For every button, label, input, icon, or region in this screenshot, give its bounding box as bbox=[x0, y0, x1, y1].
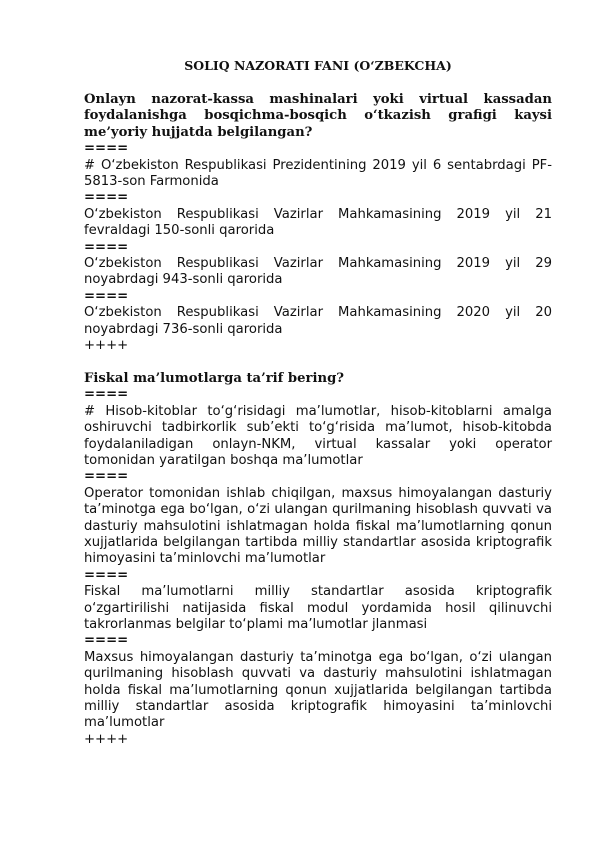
separator: ==== bbox=[84, 141, 129, 157]
separator: ==== bbox=[84, 190, 129, 206]
document-page bbox=[84, 58, 552, 748]
answer-option: Maxsus himoyalangan dasturiy ta’minotga ega bo‘lgan, o‘zi ulangan qurilmaning hisoblash quvvati va dasturiy mahsulotini ishlatmagan holda fiskal ma’lumotlarning qonun xujjatlarida belgilangan tartibda milliy standartlar asosida kriptografik himoyasini ta’minlovchi ma’lumotlar bbox=[84, 649, 552, 731]
separator: ==== bbox=[84, 239, 129, 255]
question-text: Fiskal ma’lumotlarga ta’rif bering? bbox=[84, 370, 345, 386]
answer-option: O‘zbekiston Respublikasi Vazirlar Mahkamasining 2019 yil 21 fevraldagi 150-sonli qarorida bbox=[84, 206, 552, 239]
answer-option: # O‘zbekiston Respublikasi Prezidentining 2019 yil 6 sentabrdagi PF-5813-son Farmonida bbox=[84, 157, 552, 190]
separator: ==== bbox=[84, 387, 129, 403]
question-text: Onlayn nazorat-kassa mashinalari yoki virtual kassadan foydalanishga bosqichma-bosqich o‘tkazish grafigi kaysi me’yoriy hujjatda belgilangan? bbox=[84, 92, 552, 140]
separator: ==== bbox=[84, 288, 129, 304]
end-marker: ++++ bbox=[84, 731, 129, 747]
answer-option: O‘zbekiston Respublikasi Vazirlar Mahkamasining 2020 yil 20 noyabrdagi 736-sonli qarorida bbox=[84, 305, 552, 337]
answer-option: # Hisob-kitoblar to‘g‘risidagi ma’lumotlar, hisob-kitoblarni amalga oshiruvchi tadbirkorlik sub’ekti to‘g‘risida ma’lumot, hisob-kitobda foydalaniladigan onlayn-NKM, virtual kassalar yoki operator tomonidan yaratilgan boshqa ma’lumotlar bbox=[84, 403, 552, 468]
separator: ==== bbox=[84, 633, 129, 649]
spacer bbox=[84, 355, 552, 371]
end-marker: ++++ bbox=[84, 338, 129, 354]
answer-option: O‘zbekiston Respublikasi Vazirlar Mahkamasining 2019 yil 29 noyabrdagi 943-sonli qarorida bbox=[84, 256, 552, 288]
answer-option: Fiskal ma’lumotlarni milliy standartlar asosida kriptografik o‘zgartirilishi natijasida fiskal modul yordamida hosil qilinuvchi takrorlanmas belgilar to‘plami ma’lumotlar jlanmasi bbox=[84, 584, 552, 632]
separator: ==== bbox=[84, 567, 129, 583]
question-block-2 bbox=[84, 371, 552, 748]
separator: ==== bbox=[84, 469, 129, 485]
question-block-1 bbox=[84, 92, 552, 355]
document-title: SOLIQ NAZORATI FANI (O‘ZBEKCHA) bbox=[184, 58, 452, 73]
answer-option: Operator tomonidan ishlab chiqilgan, maxsus himoyalangan dasturiy ta’minotga ega bo‘lgan, o‘zi ulangan qurilmaning hisoblash quvvati va dasturiy mahsulotini ishlatmagan holda fiskal ma’lumotlarning qonun xujjatlarida belgilangan tartibda milliy standartlar asosida kriptografik himoyasini ta’minlovchi ma’lumotlar bbox=[84, 485, 552, 567]
